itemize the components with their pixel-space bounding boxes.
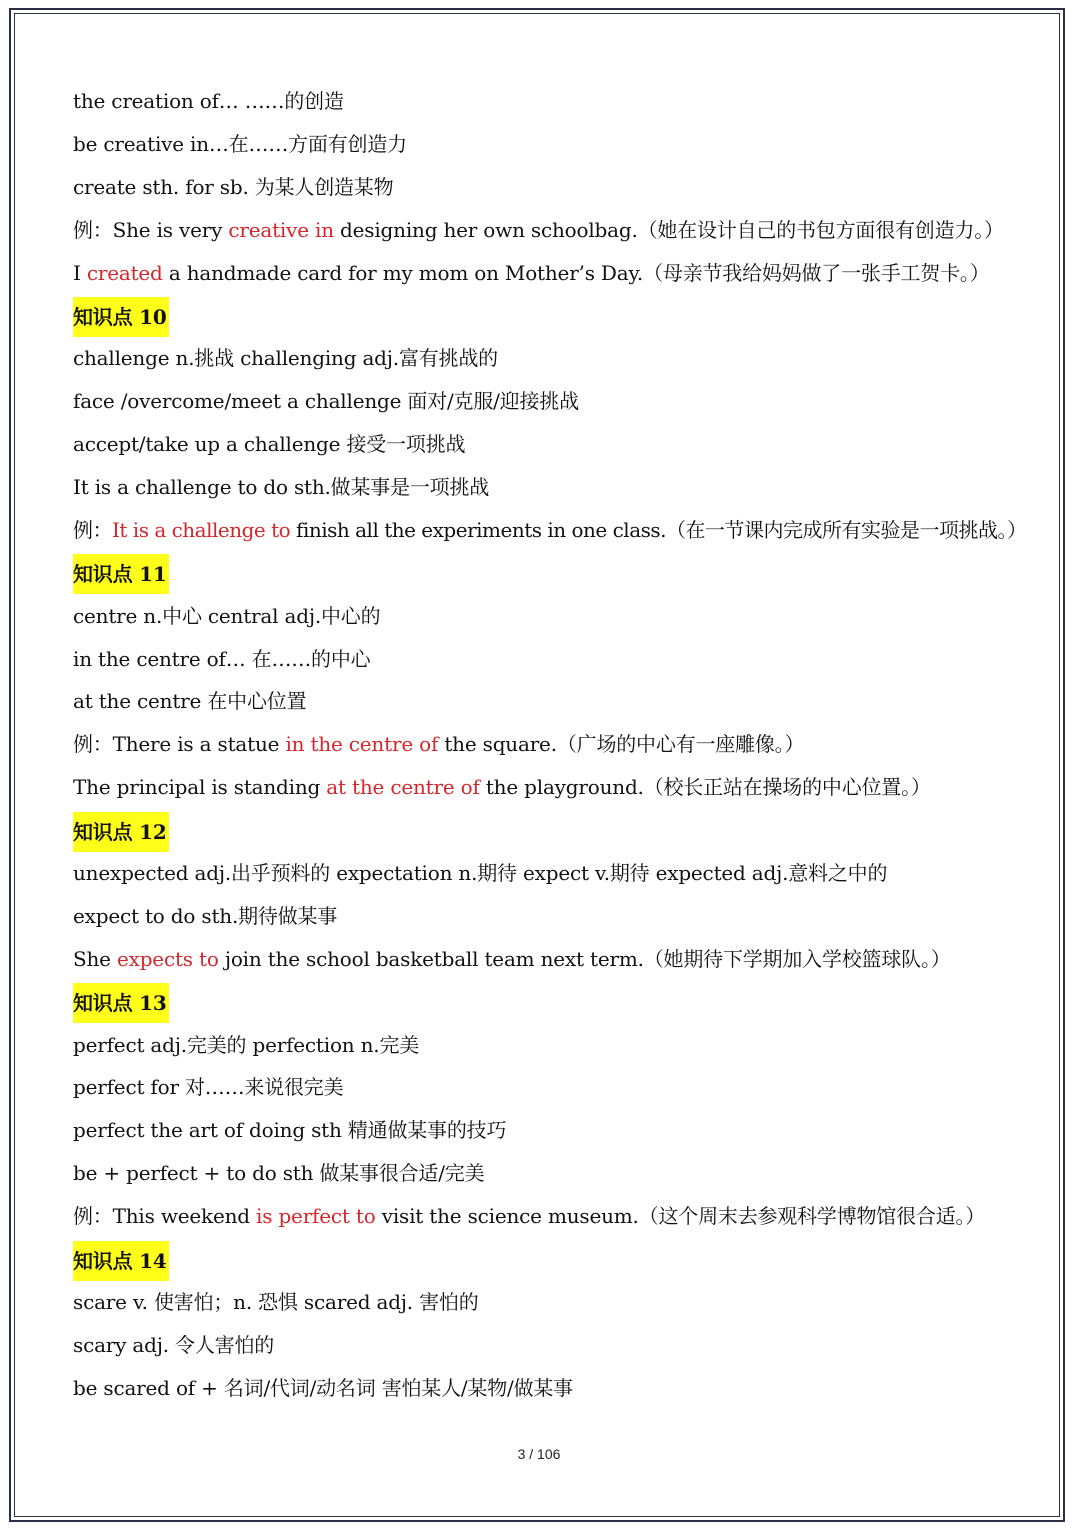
text-line [73, 680, 1033, 723]
highlighted-phrase: at the centre of [326, 775, 480, 800]
text-line [73, 766, 1033, 809]
text-segment: be scared of + 名词/代词/动名词 害怕某人/某物/做某事 [73, 1375, 573, 1400]
text-segment: finish all the experiments in one class.（在一节课内完成所有实验是一项挑战。） [290, 517, 1027, 542]
text-line [73, 209, 1033, 252]
text-line [73, 1324, 1033, 1367]
text-line [73, 595, 1033, 638]
section-heading: 知识点 12 [73, 812, 169, 852]
highlighted-phrase: in the centre of [285, 732, 439, 757]
text-segment: at the centre 在中心位置 [73, 689, 307, 714]
highlighted-phrase: creative in [228, 217, 334, 242]
section-heading-row [73, 981, 1033, 1024]
text-line [73, 337, 1033, 380]
section-heading-row [73, 1238, 1033, 1281]
text-segment: perfect adj.完美的 perfection n.完美 [73, 1032, 420, 1057]
text-segment: scare v. 使害怕；n. 恐惧 scared adj. 害怕的 [73, 1289, 479, 1314]
text-line [73, 1109, 1033, 1152]
text-segment: in the centre of… 在……的中心 [73, 646, 371, 671]
text-segment: designing her own schoolbag.（她在设计自己的书包方面很有创造力。） [333, 217, 1004, 242]
highlighted-phrase: created [86, 260, 163, 285]
text-line [73, 1195, 1033, 1238]
text-segment: 例：This weekend [73, 1204, 257, 1229]
text-line [73, 1367, 1033, 1410]
text-line [73, 852, 1033, 895]
text-segment: accept/take up a challenge 接受一项挑战 [73, 432, 466, 457]
text-segment: centre n.中心 central adj.中心的 [73, 603, 381, 628]
text-segment: the square.（广场的中心有一座雕像。） [438, 732, 805, 757]
text-line [73, 252, 1033, 295]
text-segment: perfect the art of doing sth 精通做某事的技巧 [73, 1118, 507, 1143]
page-number: 3 / 106 [517, 1446, 561, 1462]
document-body [73, 80, 1033, 1410]
text-line [73, 123, 1033, 166]
section-heading-row [73, 809, 1033, 852]
section-heading-row [73, 294, 1033, 337]
text-segment: It is a challenge to do sth.做某事是一项挑战 [73, 475, 490, 500]
text-line [73, 723, 1033, 766]
text-segment: perfect for 对……来说很完美 [73, 1075, 344, 1100]
text-line [73, 380, 1033, 423]
text-segment: join the school basketball team next term.（她期待下学期加入学校篮球队。） [218, 946, 951, 971]
text-segment: the playground.（校长正站在操场的中心位置。） [479, 775, 931, 800]
section-heading: 知识点 11 [73, 554, 169, 594]
section-heading: 知识点 10 [73, 297, 169, 337]
text-segment: scary adj. 令人害怕的 [73, 1332, 275, 1357]
text-segment: the creation of… ……的创造 [73, 89, 344, 113]
text-line [73, 938, 1033, 981]
text-segment: visit the science museum.（这个周末去参观科学博物馆很合适。） [375, 1204, 986, 1229]
section-heading-row [73, 552, 1033, 595]
text-line [73, 1024, 1033, 1067]
section-heading: 知识点 14 [73, 1241, 169, 1281]
text-segment: 例：She is very [73, 217, 229, 242]
text-segment: unexpected adj.出乎预料的 expectation n.期待 expect v.期待 expected adj.意料之中的 [73, 861, 888, 886]
section-heading: 知识点 13 [73, 983, 169, 1023]
text-segment: The principal is standing [73, 775, 327, 800]
text-segment: a handmade card for my mom on Mother’s Day.（母亲节我给妈妈做了一张手工贺卡。） [162, 260, 990, 285]
text-line [73, 1281, 1033, 1324]
text-line [73, 509, 1033, 552]
text-line [73, 638, 1033, 681]
text-line [73, 166, 1033, 209]
text-segment: 例： [73, 517, 112, 542]
highlighted-phrase: expects to [116, 946, 219, 971]
text-segment: be creative in…在……方面有创造力 [73, 131, 407, 156]
text-line [73, 1152, 1033, 1195]
text-segment: face /overcome/meet a challenge 面对/克服/迎接挑战 [73, 389, 579, 414]
text-segment: She [73, 946, 117, 971]
text-line [73, 80, 1033, 123]
text-segment: challenge n.挑战 challenging adj.富有挑战的 [73, 346, 498, 371]
text-segment: I [73, 260, 87, 285]
text-segment: create sth. for sb. 为某人创造某物 [73, 174, 394, 199]
text-line [73, 895, 1033, 938]
text-line [73, 466, 1033, 509]
highlighted-phrase: is perfect to [256, 1204, 376, 1229]
text-line [73, 423, 1033, 466]
highlighted-phrase: It is a challenge to [112, 517, 291, 542]
text-segment: be + perfect + to do sth 做某事很合适/完美 [73, 1161, 485, 1186]
text-line [73, 1066, 1033, 1109]
text-segment: 例：There is a statue [73, 732, 286, 757]
text-segment: expect to do sth.期待做某事 [73, 903, 338, 928]
